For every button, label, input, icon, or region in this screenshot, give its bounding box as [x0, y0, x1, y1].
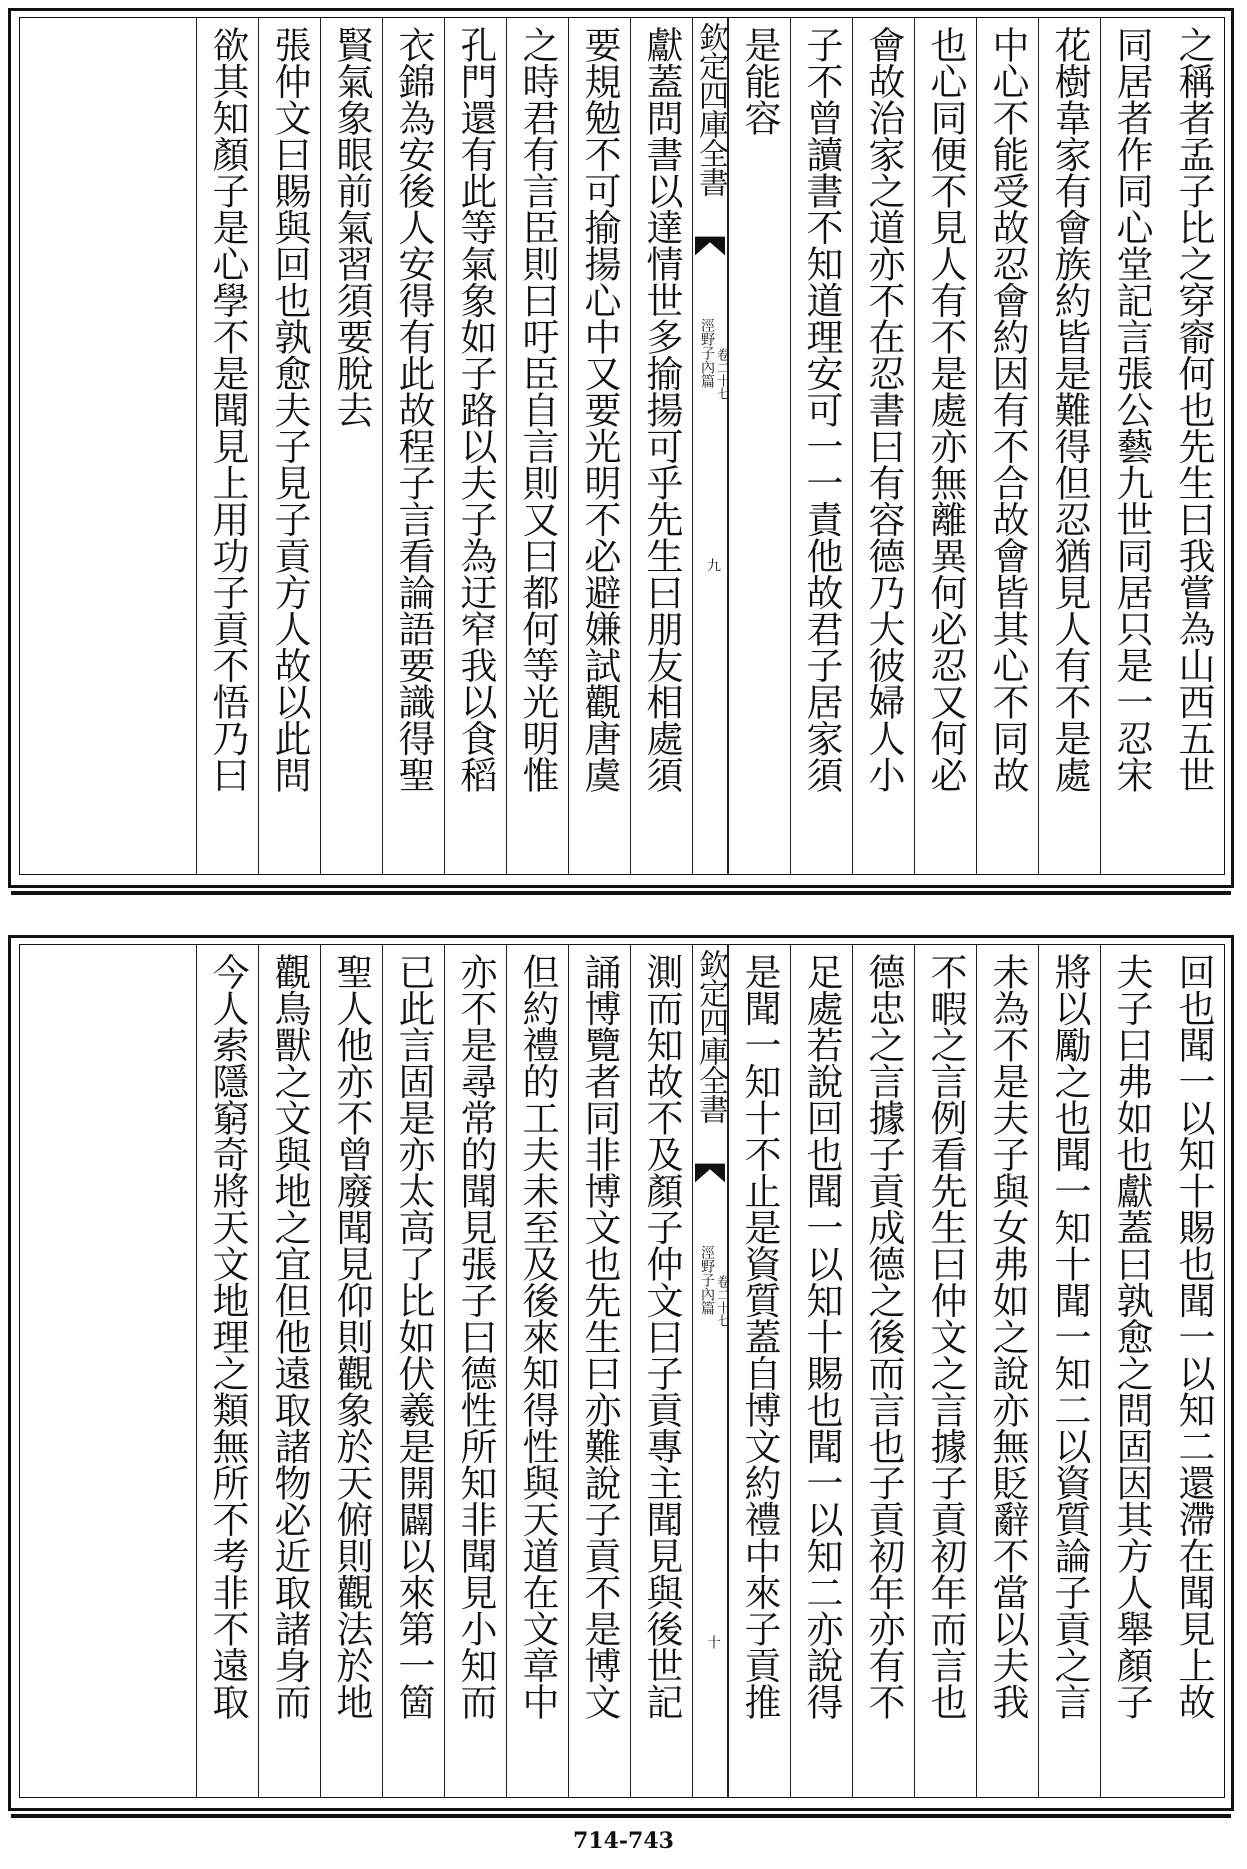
bottom-page-frame — [19, 944, 1225, 1798]
page-bottom-rule — [11, 891, 1231, 895]
text-column: 是能容 — [728, 18, 790, 874]
text-column: 夫子曰弗如也獻蓋曰孰愈之問固因其方人舉顏子 — [1100, 945, 1162, 1797]
text-column: 賢氣象眼前氣習須要脫去 — [320, 18, 382, 874]
text-column: 回也聞一以知十賜也聞一以知二還滯在聞見上故 — [1172, 953, 1215, 1720]
text-column: 要規勉不可揄揚心中又要光明不必避嫌試觀唐虞 — [568, 18, 630, 874]
text-column: 德忠之言據子貢成德之後而言也子貢初年亦有不 — [852, 945, 914, 1797]
text-column: 是聞一知十不止是資質蓋自博文約禮中來子貢推 — [728, 945, 790, 1797]
text-column: 不暇之言例看先生曰仲文之言據子貢初年而言也 — [914, 945, 976, 1797]
fish-tail-mark-icon — [695, 1163, 725, 1183]
bottom-page — [8, 935, 1234, 1811]
top-page-frame — [19, 17, 1225, 875]
book-title: 涇野子內篇 — [699, 1245, 715, 1315]
text-column: 足處若說回也聞一以知十賜也聞一以知二亦說得 — [790, 945, 852, 1797]
text-column: 欲其知顏子是心學不是聞見上用功子貢不悟乃曰 — [196, 18, 258, 874]
text-column: 花樹韋家有會族約皆是難得但忍猶見人有不是處 — [1038, 18, 1100, 874]
page-number: 714-743 — [573, 1828, 674, 1854]
text-column: 子不曾讀書不知道理安可一一責他故君子居家須 — [790, 18, 852, 874]
text-column: 誦博覽者同非博文也先生曰亦難說子貢不是博文 — [568, 945, 630, 1797]
text-column: 會故治家之道亦不在忍書曰有容德乃大彼婦人小 — [852, 18, 914, 874]
text-column: 之時君有言臣則曰吁臣自言則又曰都何等光明惟 — [506, 18, 568, 874]
leaf-number: 十 — [705, 1635, 721, 1649]
text-column: 亦不是尋常的聞見張子曰德性所知非聞見小知而 — [444, 945, 506, 1797]
book-title: 涇野子內篇 — [699, 318, 715, 388]
text-column: 未為不是夫子與女弗如之說亦無貶辭不當以夫我 — [976, 945, 1038, 1797]
volume-number: 卷二十七 — [714, 1275, 729, 1327]
leaf-number: 九 — [705, 558, 721, 572]
text-column: 今人索隱窮奇將天文地理之類無所不考非不遠取 — [196, 945, 258, 1797]
text-column: 觀鳥獸之文與地之宜但他遠取諸物必近取諸身而 — [258, 945, 320, 1797]
book-series-title: 欽定四庫全書 — [693, 22, 728, 196]
text-column: 已此言固是亦太高了比如伏羲是開闢以來第一箇 — [382, 945, 444, 1797]
text-column: 衣錦為安後人安得有此故程子言看論語要識得聖 — [382, 18, 444, 874]
book-series-title: 欽定四庫全書 — [693, 949, 728, 1123]
text-column: 但約禮的工夫未至及後來知得性與天道在文章中 — [506, 945, 568, 1797]
text-column: 同居者作同心堂記言張公藝九世同居只是一忍宋 — [1100, 18, 1162, 874]
text-column: 張仲文曰賜與回也孰愈夫子見子貢方人故以此問 — [258, 18, 320, 874]
text-column: 之稱者孟子比之穿窬何也先生曰我嘗為山西五世 — [1172, 26, 1215, 793]
volume-number: 卷二十七 — [714, 348, 729, 400]
text-column: 也心同便不見人有不是處亦無離異何必忍又何必 — [914, 18, 976, 874]
text-column: 孔門還有此等氣象如子路以夫子為迂窄我以食稻 — [444, 18, 506, 874]
text-column: 將以勵之也聞一知十聞一知二以資質論子貢之言 — [1038, 945, 1100, 1797]
text-column: 獻蓋問書以達情世多揄揚可乎先生曰朋友相處須 — [630, 18, 692, 874]
page-bottom-rule — [11, 1814, 1231, 1818]
text-column: 中心不能受故忍會約因有不合故會皆其心不同故 — [976, 18, 1038, 874]
center-fold — [692, 18, 728, 874]
top-page — [8, 8, 1234, 888]
text-column: 測而知故不及顏子仲文曰子貢專主聞見與後世記 — [630, 945, 692, 1797]
center-fold — [692, 945, 728, 1797]
text-column: 聖人他亦不曾廢聞見仰則觀象於天俯則觀法於地 — [320, 945, 382, 1797]
fish-tail-mark-icon — [695, 236, 725, 256]
